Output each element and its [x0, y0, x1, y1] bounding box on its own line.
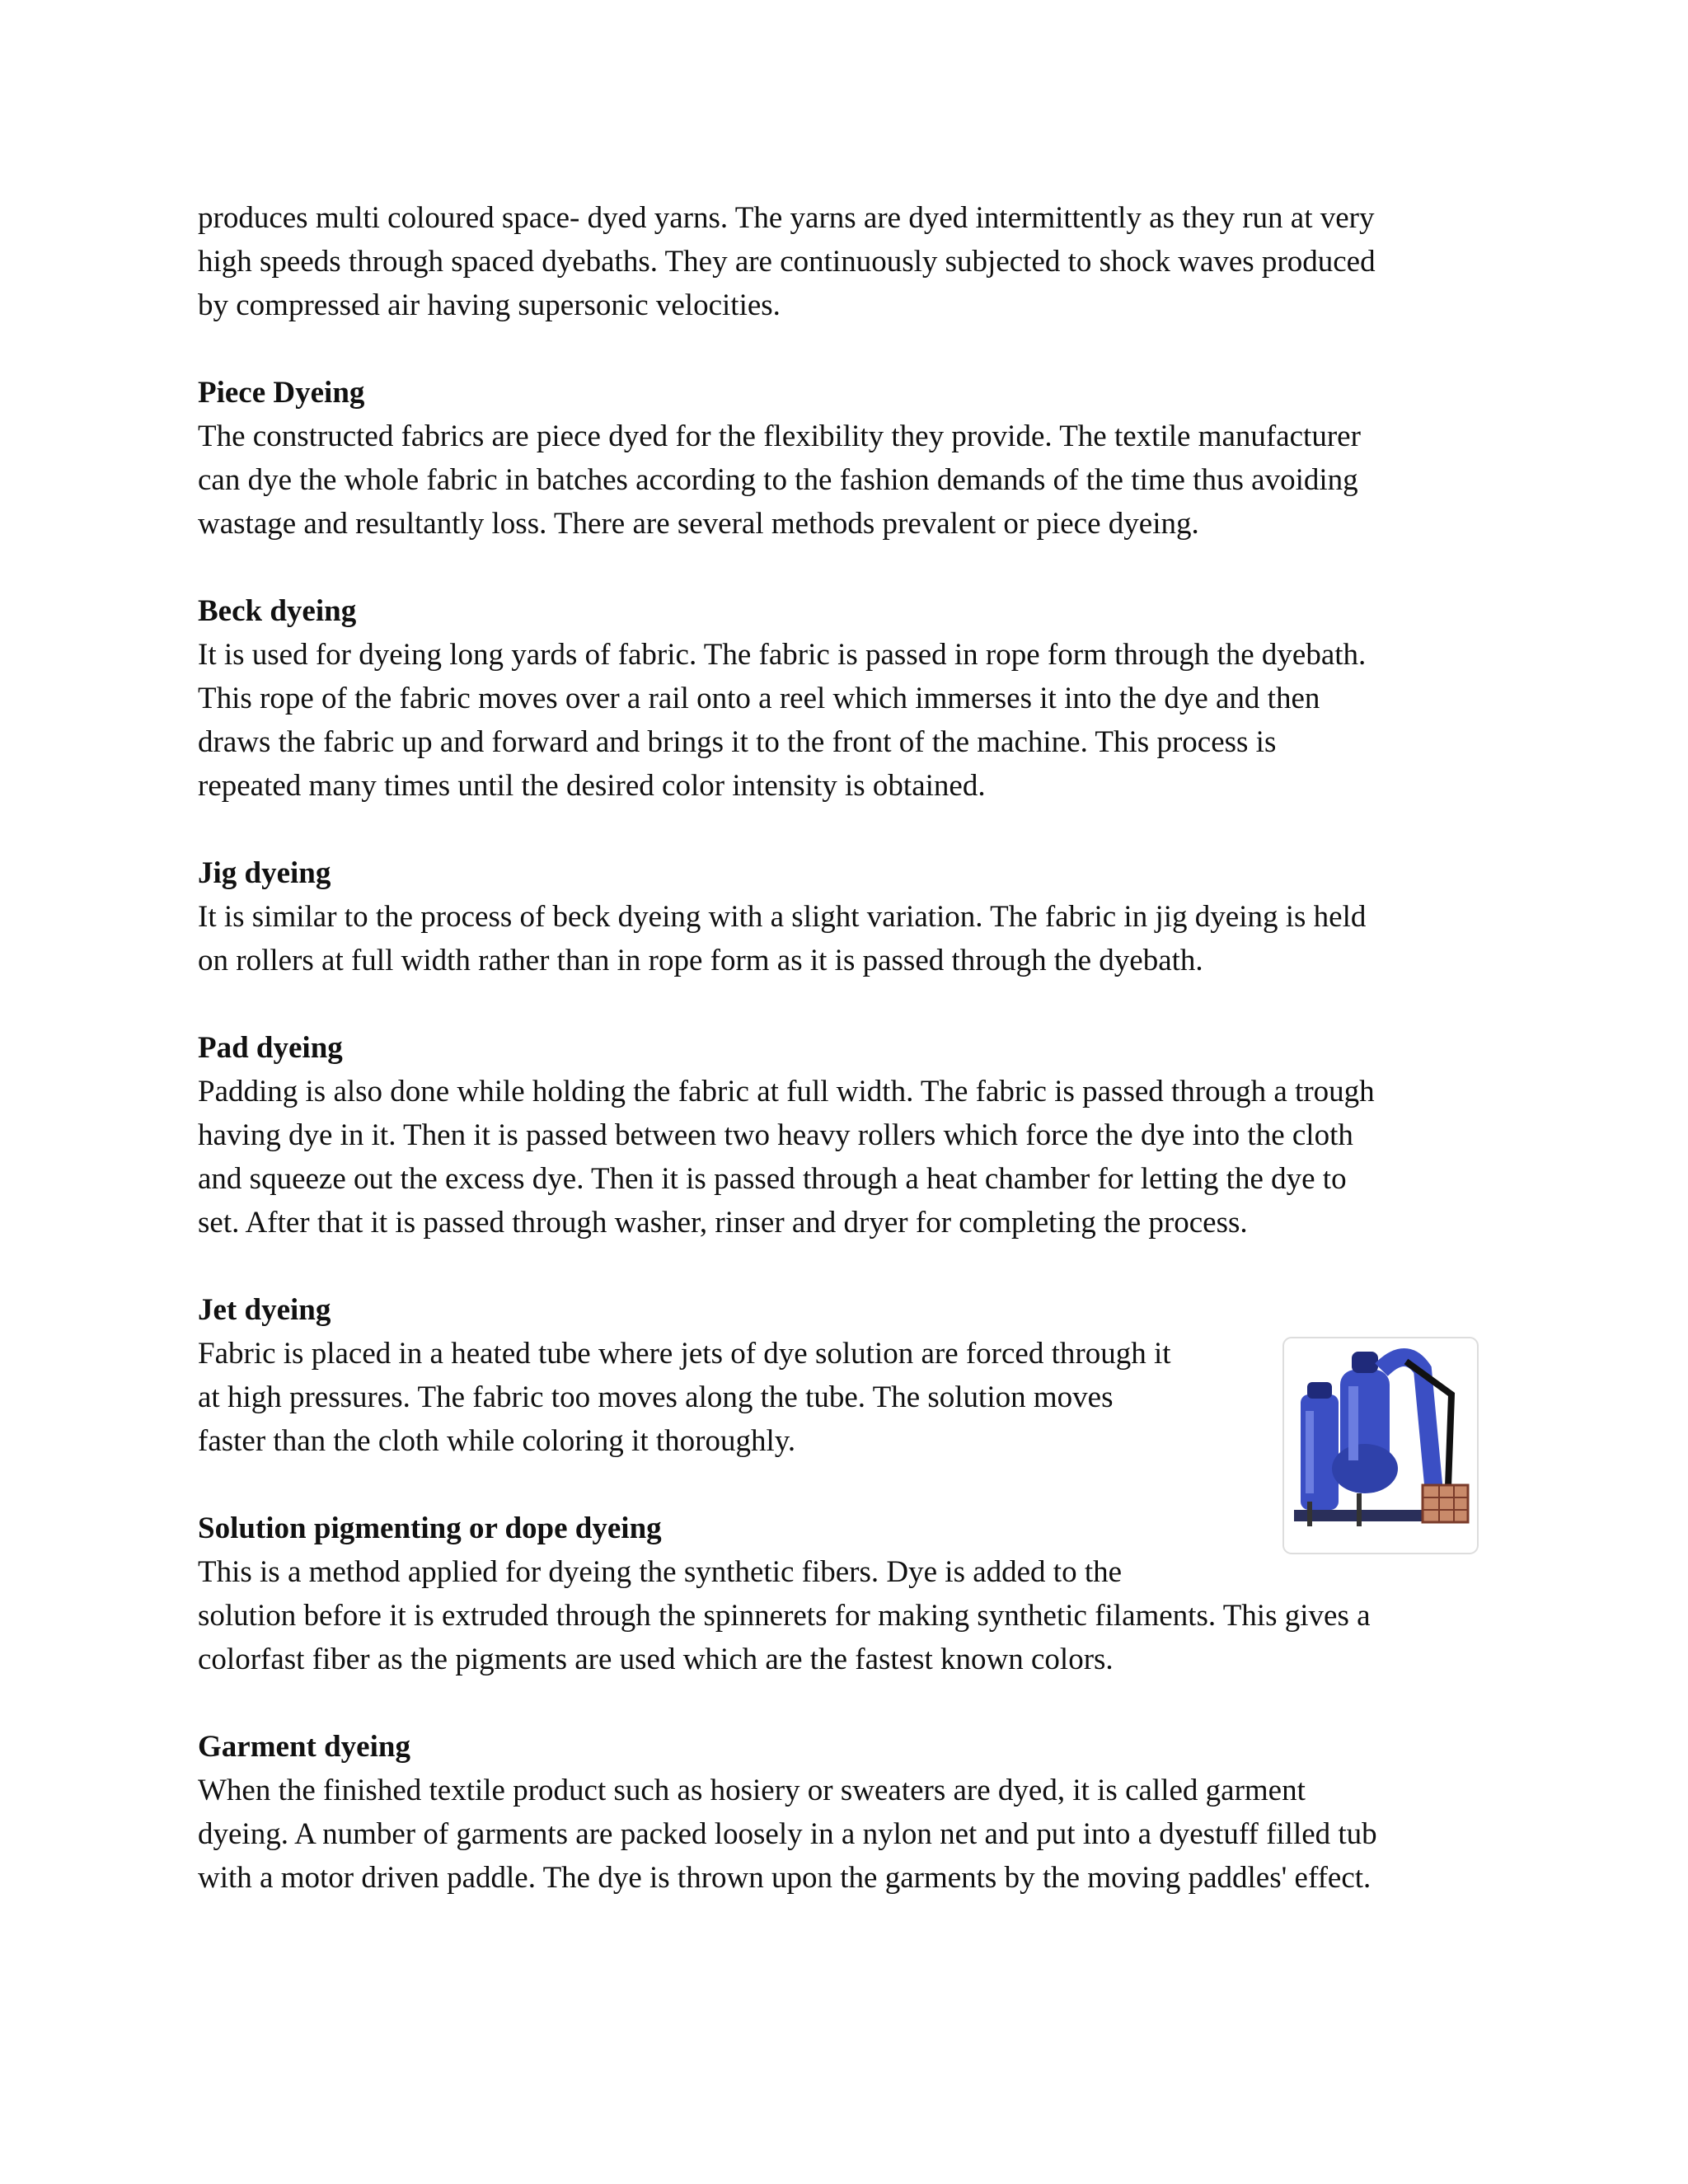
- section-garment-dyeing: [198, 1725, 1484, 1900]
- section-heading: Garment dyeing: [198, 1730, 410, 1764]
- text-line: repeated many times until the desired color intensity is obtained.: [198, 769, 986, 803]
- text-line: wastage and resultantly loss. There are several methods prevalent or piece dyeing.: [198, 507, 1199, 541]
- text-line: at high pressures. The fabric too moves along the tube. The solution moves: [198, 1380, 1114, 1414]
- text-line: and squeeze out the excess dye. Then it is passed through a heat chamber for letting the dye to: [198, 1162, 1347, 1196]
- text-line: with a motor driven paddle. The dye is thrown upon the garments by the moving paddles' effect.: [198, 1861, 1372, 1895]
- text-line: produces multi coloured space- dyed yarns. The yarns are dyed intermittently as they run at very: [198, 201, 1375, 235]
- text-line: on rollers at full width rather than in rope form as it is passed through the dyebath.: [198, 944, 1203, 977]
- text-line: This rope of the fabric moves over a rail onto a reel which immerses it into the dye and then: [198, 682, 1320, 715]
- text-line: Fabric is placed in a heated tube where jets of dye solution are forced through it: [198, 1337, 1171, 1371]
- section-heading: Jet dyeing: [198, 1293, 331, 1327]
- text-line: dyeing. A number of garments are packed loosely in a nylon net and put into a dyestuff filled tub: [198, 1817, 1377, 1851]
- intro-paragraph: [198, 196, 1484, 327]
- section-beck-dyeing: [198, 589, 1484, 808]
- section-heading: Pad dyeing: [198, 1031, 343, 1065]
- text-line: can dye the whole fabric in batches according to the fashion demands of the time thus avoiding: [198, 463, 1358, 497]
- text-line: It is used for dyeing long yards of fabric. The fabric is passed in rope form through the dyebath.: [198, 638, 1367, 672]
- text-line: solution before it is extruded through the spinnerets for making synthetic filaments. This gives a: [198, 1599, 1371, 1633]
- section-pad-dyeing: [198, 1026, 1484, 1244]
- text-line: by compressed air having supersonic velocities.: [198, 288, 781, 322]
- text-line: Padding is also done while holding the fabric at full width. The fabric is passed through a trough: [198, 1075, 1375, 1108]
- section-heading: Jig dyeing: [198, 856, 331, 890]
- text-line: set. After that it is passed through washer, rinser and dryer for completing the process.: [198, 1206, 1248, 1240]
- text-line: faster than the cloth while coloring it thoroughly.: [198, 1424, 796, 1458]
- text-line: high speeds through spaced dyebaths. They are continuously subjected to shock waves produced: [198, 245, 1376, 279]
- section-heading: Beck dyeing: [198, 594, 357, 628]
- text-line: The constructed fabrics are piece dyed for the flexibility they provide. The textile manufacturer: [198, 419, 1361, 453]
- text-line: having dye in it. Then it is passed between two heavy rollers which force the dye into the cloth: [198, 1118, 1353, 1152]
- text-line: It is similar to the process of beck dyeing with a slight variation. The fabric in jig dyeing is held: [198, 900, 1367, 934]
- text-line: When the finished textile product such as hosiery or sweaters are dyed, it is called garment: [198, 1774, 1306, 1807]
- section-jig-dyeing: [198, 851, 1484, 982]
- document-page: [198, 196, 1484, 1900]
- section-piece-dyeing: [198, 371, 1484, 546]
- text-line: draws the fabric up and forward and brings it to the front of the machine. This process is: [198, 725, 1277, 759]
- jet-dyeing-machine-image: [1282, 1337, 1479, 1554]
- text-line: This is a method applied for dyeing the synthetic fibers. Dye is added to the: [198, 1555, 1123, 1589]
- section-heading: Solution pigmenting or dope dyeing: [198, 1511, 662, 1545]
- section-heading: Piece Dyeing: [198, 376, 365, 410]
- text-line: colorfast fiber as the pigments are used which are the fastest known colors.: [198, 1643, 1114, 1676]
